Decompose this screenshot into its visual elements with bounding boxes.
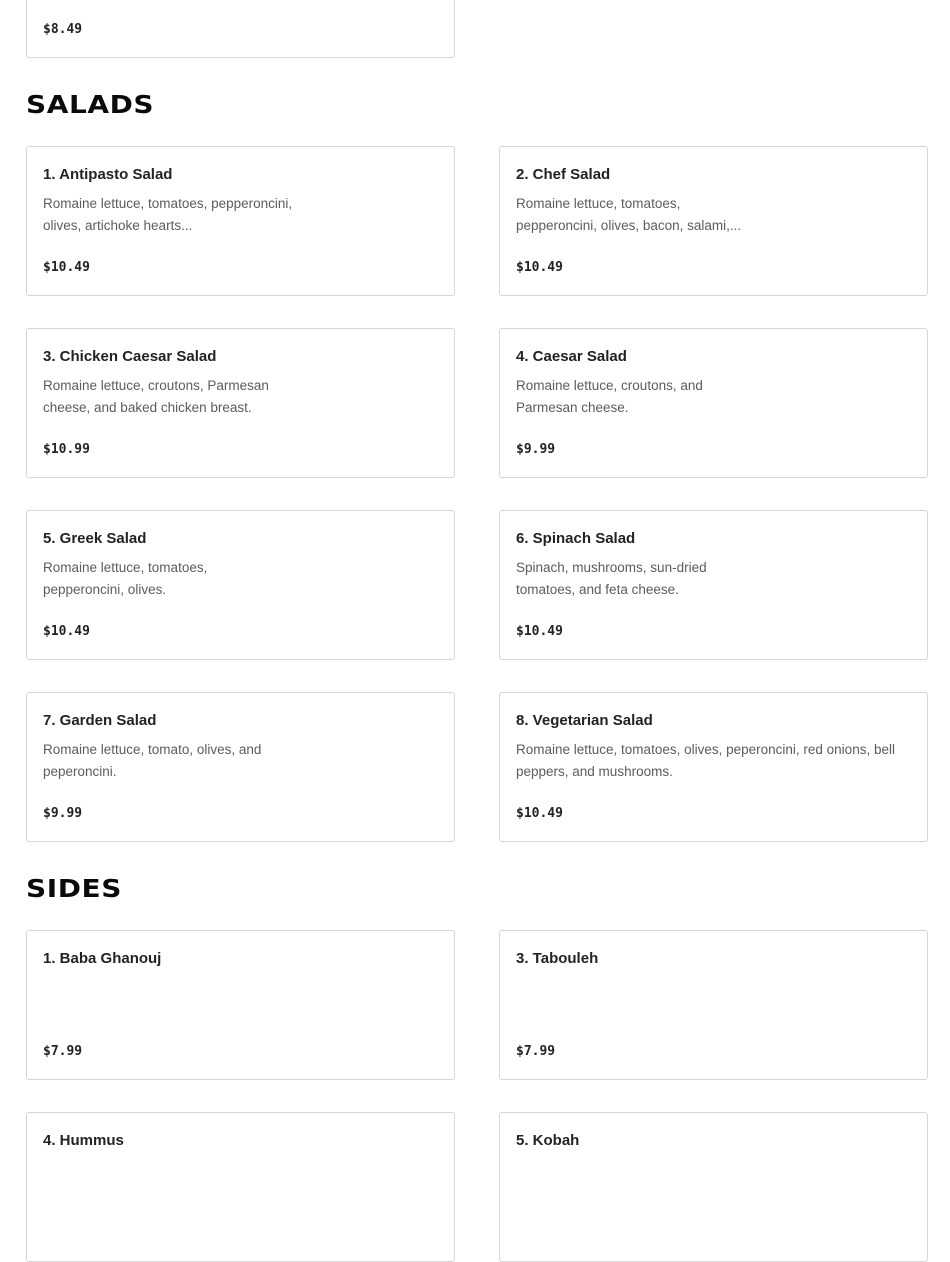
item-name: 1. Antipasto Salad [43, 166, 173, 183]
item-price: $10.49 [516, 806, 563, 821]
menu-item-card[interactable] [26, 930, 455, 1080]
item-name: 4. Hummus [43, 1132, 124, 1149]
menu-item-card[interactable] [499, 328, 928, 478]
item-price: $9.99 [43, 806, 83, 821]
menu-item-card[interactable] [499, 930, 928, 1080]
section-title-sides: SIDES [26, 874, 122, 903]
menu-item-card[interactable] [499, 692, 928, 842]
menu-item-card[interactable] [26, 1112, 455, 1262]
menu-item-card[interactable] [499, 510, 928, 660]
item-description: Romaine lettuce, tomato, olives, and peperoncini. [43, 742, 262, 779]
item-price: $10.49 [516, 624, 563, 639]
item-name: 3. Tabouleh [516, 950, 599, 967]
item-name: 5. Greek Salad [43, 530, 147, 547]
item-name: 1. Baba Ghanouj [43, 950, 162, 967]
item-name: 5. Kobah [516, 1132, 580, 1149]
menu-item-card[interactable] [26, 146, 455, 296]
menu-item-card[interactable] [26, 692, 455, 842]
item-price: $10.49 [43, 624, 90, 639]
menu-item-card[interactable] [499, 1112, 928, 1262]
item-price: $9.99 [516, 442, 556, 457]
item-description: Romaine lettuce, tomatoes, pepperoncini, olives, artichoke hearts... [43, 196, 293, 233]
menu-item-card[interactable] [499, 146, 928, 296]
item-description: Romaine lettuce, tomatoes, pepperoncini, olives, bacon, salami,... [516, 196, 742, 233]
section-title-salads: SALADS [26, 90, 155, 119]
item-name: 4. Caesar Salad [516, 348, 627, 365]
item-description: Romaine lettuce, croutons, and Parmesan cheese. [516, 378, 703, 415]
item-price: $7.99 [43, 1044, 83, 1059]
item-price: $7.99 [516, 1044, 556, 1059]
item-price: $8.49 [43, 22, 83, 37]
item-description: Romaine lettuce, tomatoes, pepperoncini, olives. [43, 560, 208, 597]
item-name: 7. Garden Salad [43, 712, 157, 729]
item-price: $10.49 [516, 260, 563, 275]
item-description: Romaine lettuce, tomatoes, olives, peperoncini, red onions, bell peppers, and mushrooms. [516, 742, 895, 779]
menu-item-card[interactable] [26, 328, 455, 478]
item-name: 8. Vegetarian Salad [516, 712, 653, 729]
menu-item-card[interactable] [26, 0, 455, 58]
item-name: 2. Chef Salad [516, 166, 611, 183]
item-description: Spinach, mushrooms, sun-dried tomatoes, and feta cheese. [516, 560, 707, 597]
item-name: 6. Spinach Salad [516, 530, 636, 547]
item-name: 3. Chicken Caesar Salad [43, 348, 217, 365]
item-price: $10.99 [43, 442, 90, 457]
item-price: $10.49 [43, 260, 90, 275]
menu-item-card[interactable] [26, 510, 455, 660]
item-description: Romaine lettuce, croutons, Parmesan cheese, and baked chicken breast. [43, 378, 269, 415]
